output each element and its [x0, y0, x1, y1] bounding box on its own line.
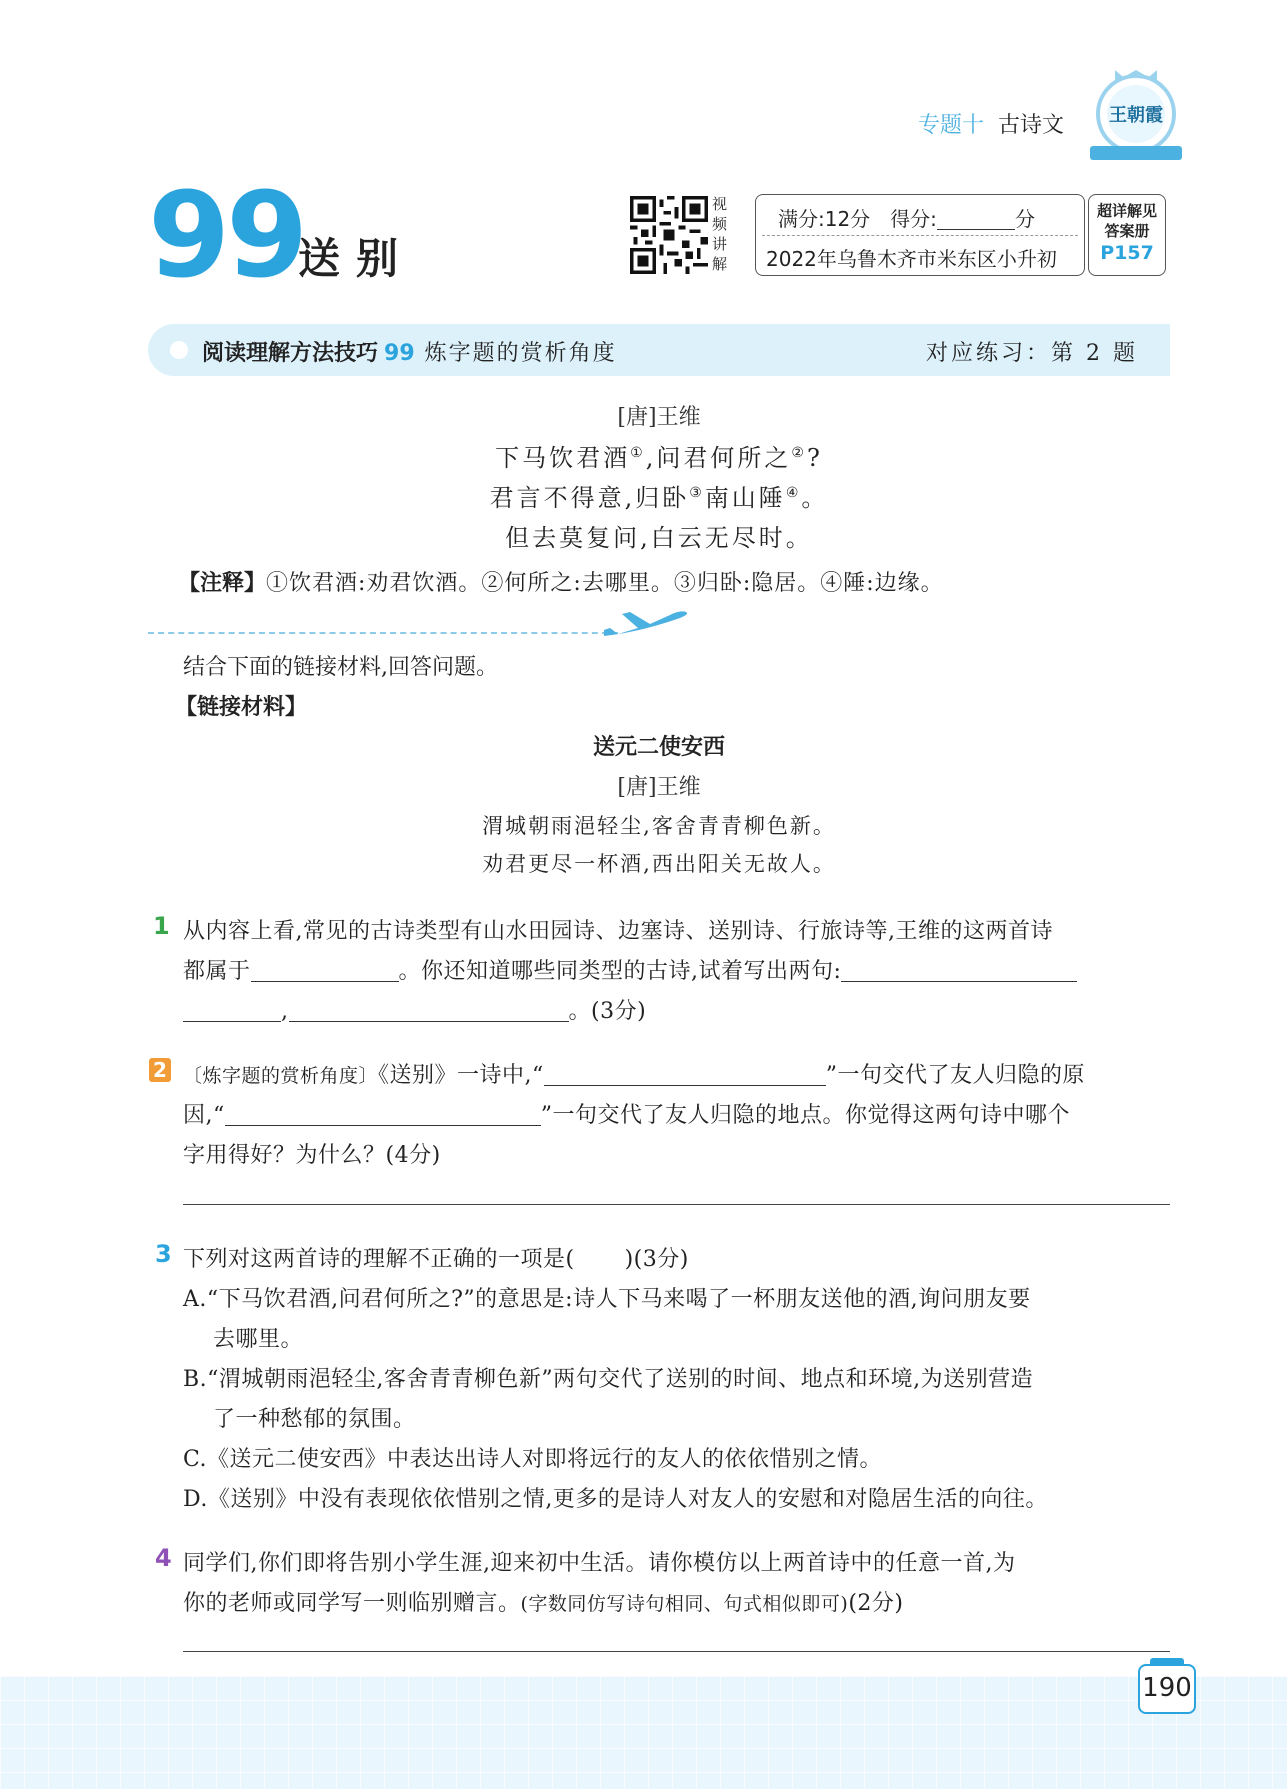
poem-line-2	[148, 478, 1170, 513]
banner-label: 炼字题的赏析角度	[424, 341, 617, 366]
topic-label: 专题十	[918, 113, 985, 138]
q3-stem	[183, 1242, 689, 1273]
q1-answer-blank-type[interactable]	[251, 959, 399, 982]
lesson-title: 送别	[298, 234, 415, 283]
footnote-mark: ②	[791, 445, 807, 461]
footnote-mark: ③	[689, 485, 705, 501]
video-explanation-label	[712, 194, 732, 274]
q4-text: (2分)	[848, 1591, 904, 1616]
q3-option-b[interactable]: B.“渭城朝雨浥轻尘,客舍青青柳色新”两句交代了送别的时间、地点和环境,为送别营造	[183, 1367, 1034, 1392]
question-number-2: 2	[149, 1058, 171, 1082]
q3-option-b-cont: 了一种愁郁的氛围。	[213, 1407, 416, 1432]
answer-reference-box	[1088, 194, 1166, 276]
footnote-mark: ①	[630, 445, 646, 461]
poem-author: [唐]王维	[617, 405, 701, 430]
question-number-3: 3	[155, 1240, 172, 1268]
score-box	[755, 194, 1085, 276]
q2-text: 《送别》一诗中,“	[378, 1063, 544, 1088]
qr-code-icon[interactable]	[630, 196, 708, 274]
score-unit: 分	[1014, 207, 1035, 231]
q3-option-c[interactable]: C.《送元二使安西》中表达出诗人对即将远行的友人的依依惜别之情。	[183, 1447, 883, 1472]
poem-notes	[178, 566, 944, 597]
bullet-icon	[170, 341, 188, 359]
method-banner	[148, 324, 1170, 376]
link-poem-author: [唐]王维	[617, 775, 701, 800]
link-poem-line-2: 劝君更尽一杯酒,西出阳关无故人。	[482, 852, 836, 876]
q1-line-1: 从内容上看,常见的古诗类型有山水田园诗、边塞诗、送别诗、行旅诗等,王维的这两首诗	[183, 919, 1053, 944]
q2-answer-blank-place[interactable]	[225, 1103, 541, 1126]
qr-label-char: 频	[712, 215, 728, 233]
q1-text: 都属于	[183, 959, 251, 984]
q1-answer-blank-poem-b[interactable]	[183, 999, 281, 1022]
q1-text: 。你还知道哪些同类型的古诗,试着写出两句:	[398, 959, 842, 984]
score-divider	[762, 235, 1078, 236]
answer-ref-line2: 答案册	[1104, 222, 1150, 240]
topic-header	[918, 108, 1064, 139]
question-number-4: 4	[155, 1544, 172, 1572]
q1-line-3	[183, 994, 646, 1025]
poem-text: 君言不得意,归卧	[489, 484, 690, 512]
q3-text: )(3分)	[624, 1247, 689, 1272]
subtopic-label: 古诗文	[998, 113, 1065, 138]
q2-answer-blank-reason[interactable]	[544, 1063, 826, 1086]
airplane-icon	[600, 606, 690, 646]
q2-line-3: 字用得好？为什么？(4分)	[183, 1143, 441, 1168]
qr-label-char: 讲	[712, 235, 728, 253]
q1-answer-blank-poem-a[interactable]	[841, 959, 1077, 982]
q4-text: 你的老师或同学写一则临别赠言。	[183, 1591, 521, 1616]
poem-line-1	[148, 438, 1170, 473]
poem-text: 。	[801, 484, 829, 512]
q2-line-1	[183, 1058, 1085, 1089]
poem-text: ,问君何所之	[645, 444, 792, 472]
banner-practice-ref: 对应练习：第 2 题	[926, 341, 1138, 366]
q1-answer-blank-poem-c[interactable]	[289, 999, 569, 1022]
poem-line-3: 但去莫复问,白云无尽时。	[505, 524, 813, 552]
q2-text: 因,“	[183, 1103, 225, 1128]
notes-text: ①饮君酒:劝君饮酒。②何所之:去哪里。③归卧:隐居。④陲:边缘。	[266, 571, 944, 596]
q3-option-d[interactable]: D.《送别》中没有表现依依惜别之情,更多的是诗人对友人的安慰和对隐居生活的向往。	[183, 1487, 1048, 1512]
section-divider	[148, 632, 618, 634]
banner-number: 99	[384, 341, 415, 366]
q1-line-2	[183, 954, 1077, 985]
score-blank[interactable]	[937, 209, 1015, 230]
poem-text: ?	[806, 444, 823, 472]
q2-line-2	[183, 1098, 1070, 1129]
poem-text: 南山陲	[704, 484, 786, 512]
link-heading: 【链接材料】	[175, 695, 308, 720]
q4-line-1: 同学们,你们即将告别小学生涯,迎来初中生活。请你模仿以上两首诗中的任意一首,为	[183, 1551, 1016, 1576]
q3-option-a-cont: 去哪里。	[213, 1327, 304, 1352]
link-poem-line-1: 渭城朝雨浥轻尘,客舍青青柳色新。	[482, 814, 836, 838]
footnote-mark: ④	[785, 485, 802, 501]
q4-answer-line[interactable]	[183, 1651, 1170, 1652]
brand-logo	[1096, 74, 1176, 154]
answer-ref-line1: 超详解见	[1096, 202, 1157, 220]
q2-answer-line[interactable]	[183, 1204, 1170, 1205]
qr-label-char: 视	[712, 195, 728, 213]
q3-text: 下列对这两首诗的理解不正确的一项是(	[183, 1247, 575, 1272]
banner-text	[202, 336, 617, 367]
q4-hint: (字数同仿写诗句相同、句式相似即可)	[520, 1593, 849, 1615]
q4-line-2	[183, 1586, 904, 1617]
exam-source: 2022年乌鲁木齐市米东区小升初	[766, 247, 1057, 271]
logo-ribbon-icon	[1090, 146, 1182, 160]
logo-text: 王朝霞	[1107, 85, 1165, 143]
q1-text: ,	[281, 999, 289, 1024]
q2-text: ”一句交代了友人归隐的原	[825, 1063, 1086, 1088]
link-poem-title: 送元二使安西	[592, 735, 725, 760]
page-number: 190	[1138, 1664, 1196, 1714]
question-number-1: 1	[153, 912, 170, 940]
answer-page: P157	[1100, 242, 1154, 264]
q2-tag: 〔炼字题的赏析角度〕	[183, 1065, 379, 1087]
score-label: 满分:12分 得分:	[778, 207, 937, 231]
footer-background	[0, 1676, 1287, 1789]
poem-text: 下马饮君酒	[495, 444, 631, 472]
q3-option-a[interactable]: A.“下马饮君酒,问君何所之?”的意思是:诗人下马来喝了一杯朋友送他的酒,询问朋友要	[183, 1287, 1031, 1312]
lesson-number: 99	[148, 166, 305, 304]
instruction: 结合下面的链接材料,回答问题。	[183, 655, 498, 680]
score-row	[778, 203, 1035, 232]
banner-title: 阅读理解方法技巧	[202, 341, 379, 366]
notes-label: 【注释】	[178, 571, 267, 596]
qr-label-char: 解	[712, 255, 728, 273]
q2-text: ”一句交代了友人归隐的地点。你觉得这两句诗中哪个	[540, 1103, 1070, 1128]
q1-text: 。(3分)	[568, 999, 647, 1024]
